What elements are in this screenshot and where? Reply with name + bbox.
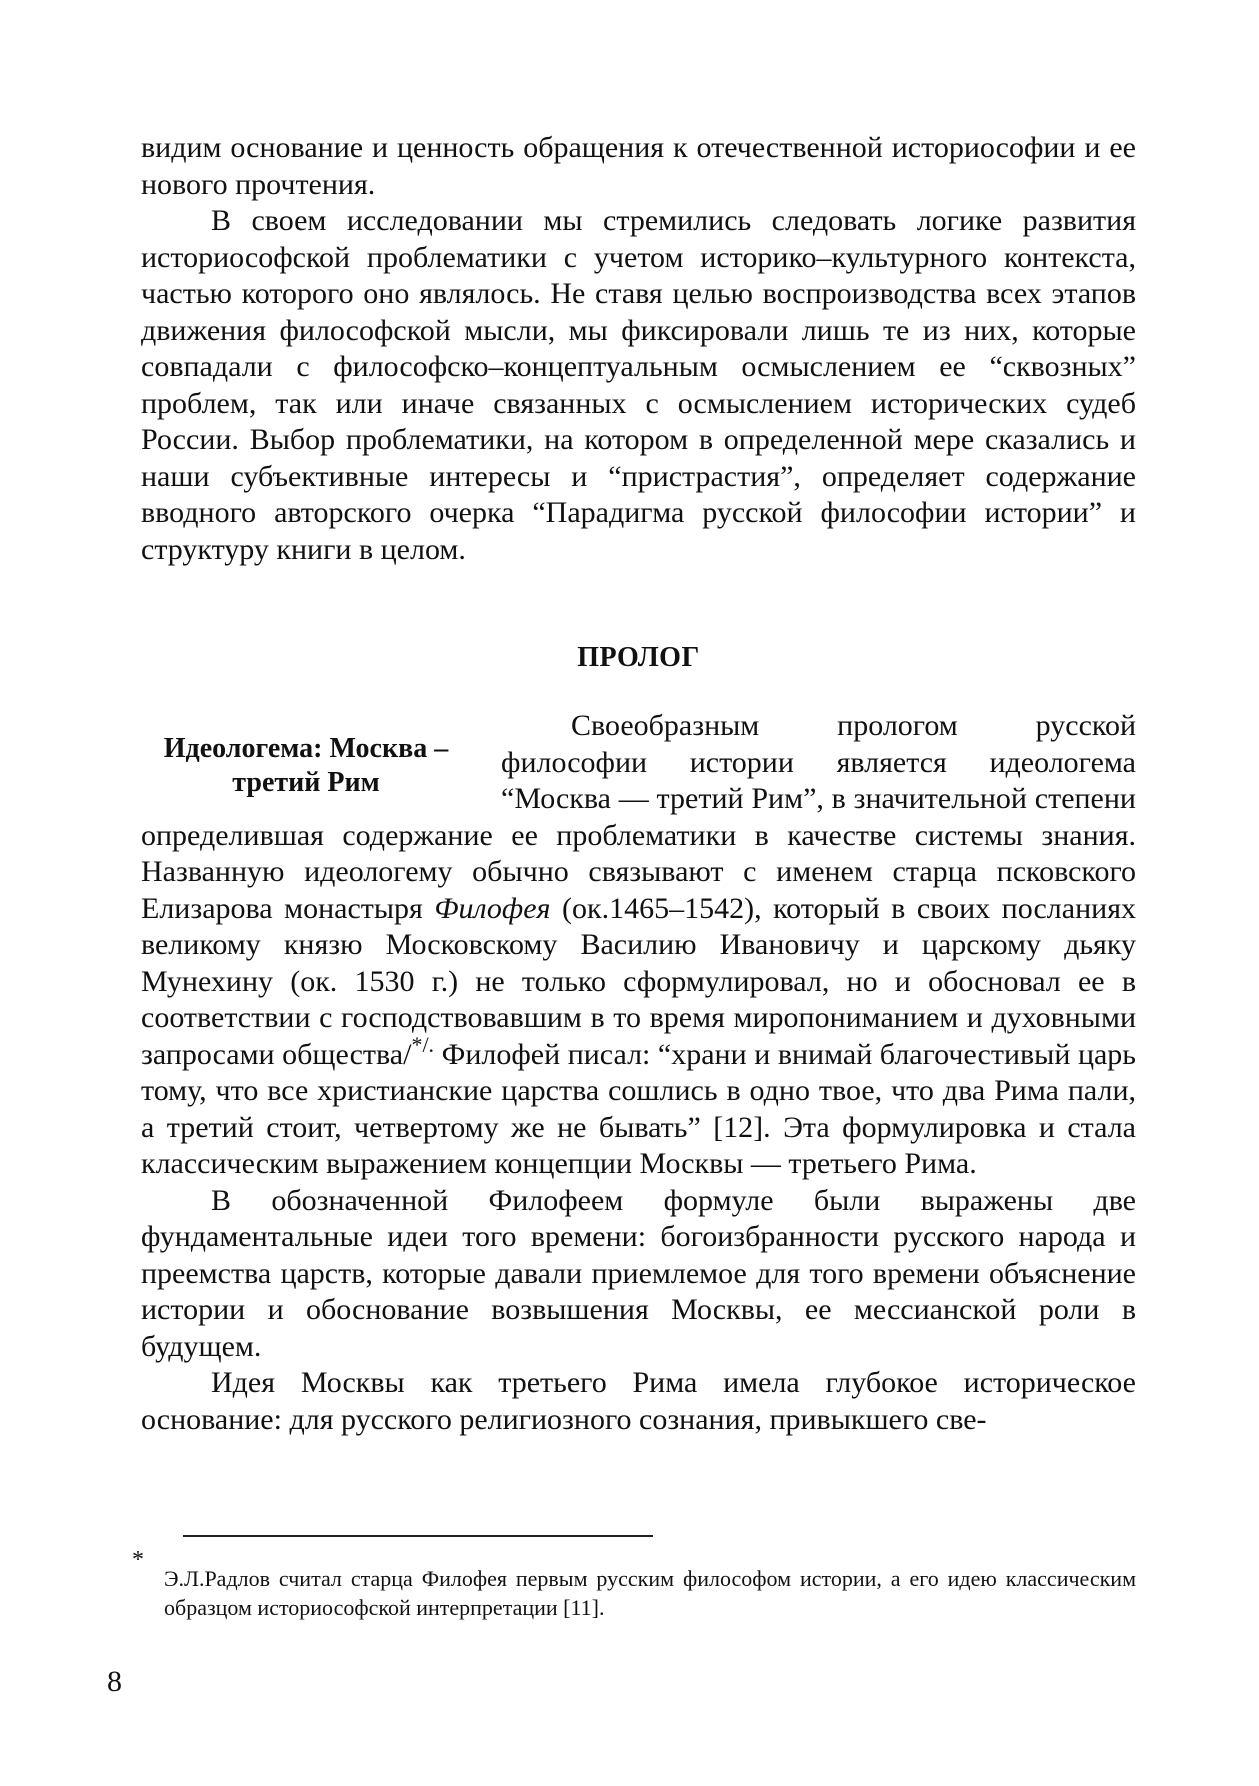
footnote-mark: * <box>132 1547 144 1573</box>
paragraph-intro-end: видим основание и ценность обращения к отечественной историософии и ее нового прочтения. <box>141 131 1136 201</box>
page-number: 8 <box>107 1665 122 1698</box>
footnote-reference: */. <box>411 1031 435 1057</box>
paragraph-moscow-idea: Идея Москвы как третьего Рима имела глубокое историческое основание: для русского религиозного сознания, привыкшего све- <box>141 1366 1136 1436</box>
paragraph-formula: В обозначенной Филофеем формуле были выражены две фундаментальные идеи того времени: богоизбранности русского народа и преемства царств, которые давали приемлемое для того времени объяснение истории и обоснование возвышения Москвы, ее мессианской роли в будущем. <box>141 1183 1136 1363</box>
section-title: ПРОЛОГ <box>577 642 700 673</box>
page-body <box>141 130 1136 1438</box>
paragraph-method: В своем исследовании мы стремились следовать логике развития историософской проблематики с учетом историко–культурного контекста, частью которого оно являлось. Не ставя целью воспроизводства всех этапов движения философской мысли, мы фиксировали лишь те из них, которые совпадали с философско–концептуальным осмыслением ее “сквозных” проблем, так или иначе связанных с осмыслением исторических судеб России. Выбор проблематики, на котором в определенной мере сказались и наши субъективные интересы и “пристрастия”, определяет содержание вводного авторского очерка “Парадигма русской философии истории” и структуру книги в целом. <box>141 204 1136 566</box>
footnote-divider <box>183 1535 653 1537</box>
prologue-text-a: Своеобразным прологом русской философии истории является идеологема “Москва — третий Рим”, в значительной степени определившая содержание ее проблематики в качестве системы знания. Названную идеологему обычно связывают с именем старца псковского Елизарова монастыря <box>141 709 1136 925</box>
prologue-text-c: Филофей писал: “храни и внимай благочестивый царь тому, что все христианские царства сошлись в одно твое, что два Рима пали, а третий стоит, четвертому же не бывать” [12]. Эта формулировка и стала классическим выражением концепции Москвы — третьего Рима. <box>141 1037 1136 1180</box>
footnote-text: Э.Л.Радлов считал старца Филофея первым русским философом истории, а его идею классическим образцом историософской интерпретации [11]. <box>164 1566 1136 1620</box>
footnote <box>132 1547 1136 1622</box>
side-heading: Идеологема: Москва – третий Рим <box>163 733 449 798</box>
prologue-text-b: (ок.1465–1542), который в своих посланиях великому князю Московскому Василию Ивановичу и царскому дьяку Мунехину (ок. 1530 г.) не только сформулировал, но и обосновал ее в соответствии с господствовавшим в то время миропониманием и духовными запросами общества/ <box>141 891 1136 1071</box>
name-filofey: Филофея <box>434 891 551 925</box>
